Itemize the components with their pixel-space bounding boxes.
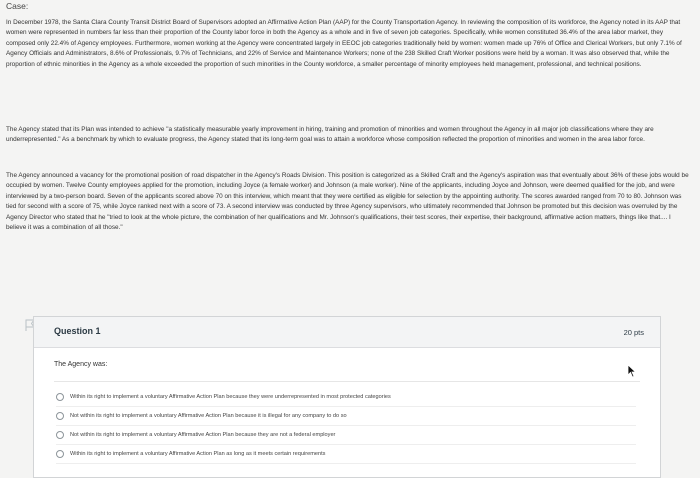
answer-label[interactable]: Within its right to implement a voluntary Affirmative Action Plan as long as it meets certain requirements	[70, 451, 326, 457]
case-label: Case:	[6, 1, 29, 11]
case-paragraph-2: The Agency stated that its Plan was intended to achieve "a statistically measurable yearly improvement in hiring, training and promotion of minorities and women throughout the Agency in all major job classifications where they are underrepresented." As a benchmark by which to evaluate progress, the Agency stated that its long-term goal was to attain a workforce whose composition reflected the proportion of minorities and women in the area labor force.	[6, 126, 654, 144]
answer-option[interactable]	[56, 445, 636, 464]
case-paragraph-1: In December 1978, the Santa Clara County Transit District Board of Supervisors adopted an Affirmative Action Plan (AAP) for the County Transportation Agency. In reviewing the composition of its workforce, the Agency noted in its AAP that women were represented in numbers far less than their proportion of the County labor force in both the Agency as a whole and in five of seven job categories. Specifically, while women constituted 36.4% of the area labor market, they composed only 22.4% of Agency employees. Furthermore, women working at the Agency were concentrated largely in EEOC job categories traditionally held by women: women made up 76% of Office and Clerical Workers, but only 7.1% of Agency Officials and Administrators, 8.6% of Professionals, 9.7% of Technicians, and 22% of Service and Maintenance Workers; none of the 238 Skilled Craft Worker positions were held by a woman. It was also observed that, while the proportion of ethnic minorities in the Agency as a whole exceeded the proportion of such minorities in the County workforce, a smaller percentage of minority employees held management, professional, and technical positions.	[6, 19, 682, 68]
answer-label[interactable]: Within its right to implement a voluntary Affirmative Action Plan because they were underrepresented in most protected categories	[70, 394, 391, 400]
case-paragraph-3: The Agency announced a vacancy for the promotional position of road dispatcher in the Agency's Roads Division. This position is categorized as a Skilled Craft and the Agency's aspiration was that eventually about 36% of these jobs would be occupied by women. Twelve County employees applied for the promotion, including Joyce (a female worker) and Johnson (a male worker). Nine of the applicants, including Joyce and Johnson, were deemed qualified for the job, and were interviewed by a two-person board. Seven of the applicants scored above 70 on this interview, which meant that they were certified as eligible for selection by the appointing authority. The scores awarded ranged from 70 to 80. Johnson was tied for second with a score of 75, while Joyce ranked next with a score of 73. A second interview was conducted by three Agency supervisors, who ultimately recommended that Johnson be promoted but this decision was overruled by the Agency Director who stated that he "tried to look at the whole picture, the combination of her qualifications and Mr. Johnson's qualifications, their test scores, their expertise, their background, affirmative action matters, things like that.... I believe it was a combination of all those."	[6, 172, 689, 232]
radio-button[interactable]	[56, 450, 64, 458]
question-prompt: The Agency was:	[54, 361, 108, 368]
radio-button[interactable]	[56, 393, 64, 401]
answer-label[interactable]: Not within its right to implement a voluntary Affirmative Action Plan because it is illegal for any company to do so	[70, 413, 347, 419]
question-points: 20 pts	[623, 328, 644, 337]
answer-option[interactable]	[56, 388, 636, 407]
mouse-pointer-icon	[627, 364, 637, 378]
answer-option[interactable]	[56, 426, 636, 445]
question-card	[33, 316, 661, 478]
answer-list	[56, 388, 636, 464]
answer-label[interactable]: Not within its right to implement a voluntary Affirmative Action Plan because they are not a federal employer	[70, 432, 336, 438]
radio-button[interactable]	[56, 431, 64, 439]
answer-option[interactable]	[56, 407, 636, 426]
radio-button[interactable]	[56, 412, 64, 420]
question-header	[34, 317, 660, 348]
question-title: Question 1	[54, 326, 101, 336]
divider	[54, 381, 640, 382]
